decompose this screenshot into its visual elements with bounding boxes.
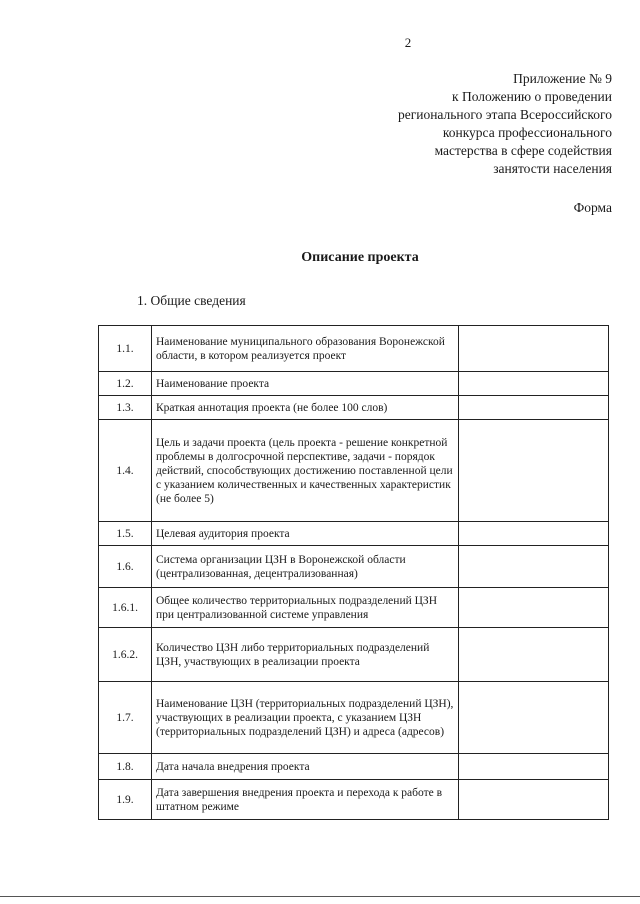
row-label: Количество ЦЗН либо территориальных подразделений ЦЗН, участвующих в реализации проекта: [152, 628, 459, 682]
table-row: [99, 396, 609, 420]
row-value-cell[interactable]: [459, 522, 609, 546]
row-value-cell[interactable]: [459, 588, 609, 628]
row-value-cell[interactable]: [459, 754, 609, 780]
appendix-line: занятости населения: [493, 161, 612, 176]
section-title: 1. Общие сведения: [137, 293, 246, 308]
row-number: 1.6.1.: [99, 588, 152, 628]
table-row: [99, 628, 609, 682]
row-value-cell[interactable]: [459, 396, 609, 420]
project-info-table: [98, 325, 609, 820]
row-label: Наименование проекта: [152, 372, 459, 396]
row-label: Наименование муниципального образования Воронежской области, в котором реализуется проект: [152, 326, 459, 372]
row-number: 1.6.: [99, 546, 152, 588]
appendix-line: регионального этапа Всероссийского: [397, 107, 612, 122]
row-label: Общее количество территориальных подразделений ЦЗН при централизованной системе управления: [152, 588, 459, 628]
row-number: 1.2.: [99, 372, 152, 396]
row-value-cell[interactable]: [459, 780, 609, 820]
appendix-header: [398, 70, 612, 178]
table-row: [99, 588, 609, 628]
row-number: 1.9.: [99, 780, 152, 820]
row-value-cell[interactable]: [459, 420, 609, 522]
row-number: 1.1.: [99, 326, 152, 372]
page-bottom-rule: [0, 896, 640, 897]
row-number: 1.6.2.: [99, 628, 152, 682]
row-label: Наименование ЦЗН (территориальных подразделений ЦЗН), участвующих в реализации проекта, с указанием ЦЗН (территориальных подразделений ЦЗН) и адреса (адресов): [152, 682, 459, 754]
row-value-cell[interactable]: [459, 372, 609, 396]
table-row: [99, 754, 609, 780]
page-number: 2: [404, 35, 412, 50]
row-label: Цель и задачи проекта (цель проекта - решение конкретной проблемы в долгосрочной перспективе, задачи - порядок действий, способствующих достижению поставленной цели с указанием количественных и качественных характеристик (не более 5): [152, 420, 459, 522]
table-row: [99, 372, 609, 396]
row-number: 1.7.: [99, 682, 152, 754]
row-label: Дата завершения внедрения проекта и перехода к работе в штатном режиме: [152, 780, 459, 820]
table-row: [99, 780, 609, 820]
appendix-line: Приложение № 9: [513, 71, 612, 86]
table-row: [99, 682, 609, 754]
row-value-cell[interactable]: [459, 326, 609, 372]
row-number: 1.3.: [99, 396, 152, 420]
row-label: Краткая аннотация проекта (не более 100 слов): [152, 396, 459, 420]
table-row: [99, 546, 609, 588]
table-row: [99, 522, 609, 546]
appendix-line: мастерства в сфере содействия: [434, 143, 612, 158]
row-value-cell[interactable]: [459, 628, 609, 682]
appendix-line: конкурса профессионального: [442, 125, 612, 140]
form-label: Форма: [573, 200, 612, 215]
appendix-line: к Положению о проведении: [452, 89, 612, 104]
row-label: Система организации ЦЗН в Воронежской области (централизованная, децентрализованная): [152, 546, 459, 588]
row-number: 1.4.: [99, 420, 152, 522]
row-label: Дата начала внедрения проекта: [152, 754, 459, 780]
document-title: Описание проекта: [301, 250, 419, 265]
table-row: [99, 420, 609, 522]
row-label: Целевая аудитория проекта: [152, 522, 459, 546]
row-value-cell[interactable]: [459, 682, 609, 754]
row-value-cell[interactable]: [459, 546, 609, 588]
table-row: [99, 326, 609, 372]
row-number: 1.8.: [99, 754, 152, 780]
row-number: 1.5.: [99, 522, 152, 546]
